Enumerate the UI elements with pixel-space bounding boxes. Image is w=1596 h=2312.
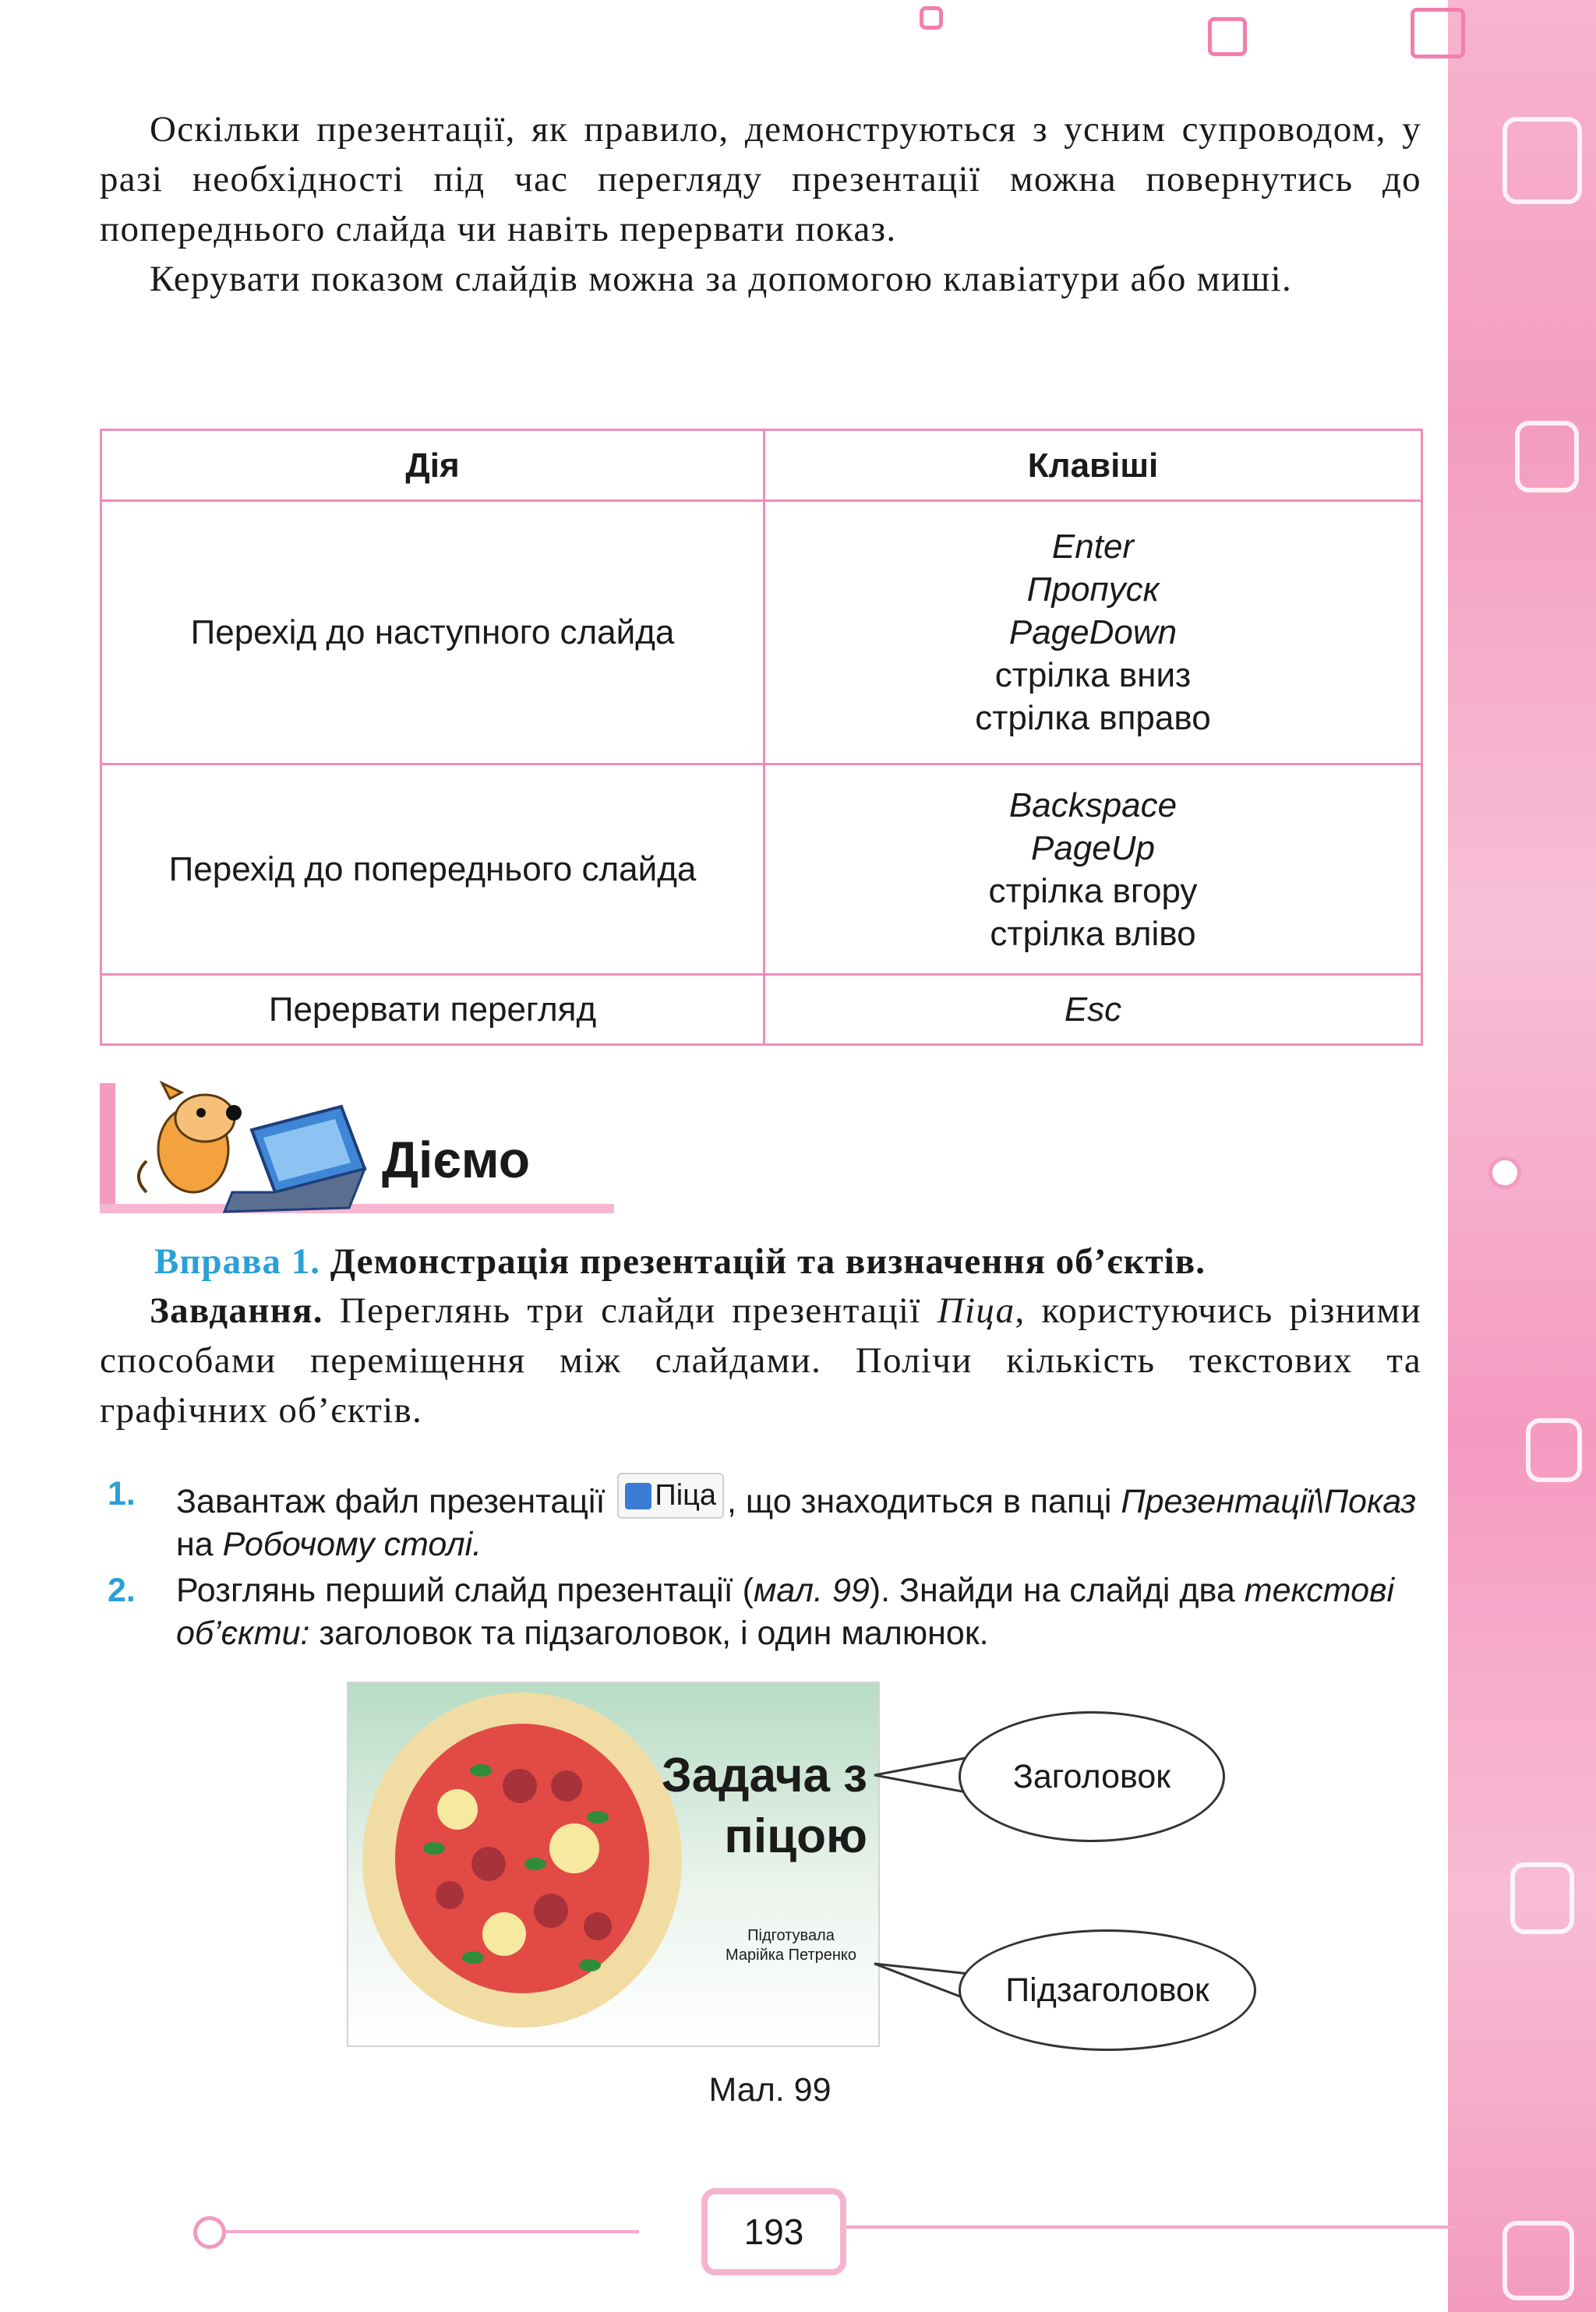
key-label: Enter (1051, 528, 1135, 566)
key-label: Backspace (1008, 785, 1178, 824)
file-name: Піца (655, 1479, 717, 1512)
key-label: стрілка вліво (990, 914, 1196, 953)
footer-line (218, 2230, 639, 2233)
key-label: стрілка вгору (988, 871, 1198, 910)
section-title: Діємо (382, 1131, 531, 1188)
callout-subtitle: Підзаголовок (959, 1929, 1256, 2051)
slide-title-line: піцою (724, 1809, 867, 1863)
task-text: , користуючись різними способами переміщення між слайдами. Полічи кількість текстових та графічних об’єктів. (100, 1290, 1421, 1431)
step-text: Розглянь перший слайд презентації ( (176, 1572, 754, 1609)
action-cell: Перехід до наступного слайда (101, 501, 764, 764)
column-header-action: Дія (101, 430, 764, 501)
footer-line (842, 2226, 1457, 2229)
slide-title-line: Задача з (661, 1749, 867, 1802)
footer-ring (193, 2216, 226, 2249)
figure-reference: мал. 99 (753, 1572, 870, 1609)
exercise-number: Вправа 1. (154, 1241, 320, 1282)
paragraph-text: Оскільки презентації, як правило, демонструються з усним супроводом, у разі необхідності під час перегляду презентації можна повернутись до попереднього слайда чи навіть перервати показ. (100, 109, 1421, 249)
step-number: 1. (108, 1475, 136, 1513)
step-text: заголовок та підзаголовок, і один малюнок. (319, 1615, 989, 1652)
page-number: 193 (701, 2188, 846, 2275)
step-text: , що знаходиться в папці (727, 1483, 1112, 1520)
figure-caption: Мал. 99 (708, 2071, 832, 2109)
folder-path: Презентації\Показ (1121, 1483, 1417, 1520)
slide-subtitle-line: Підготувала (747, 1927, 835, 1944)
callout-title: Заголовок (959, 1711, 1225, 1842)
key-label: Пропуск (1026, 570, 1160, 609)
side-ring (1488, 1156, 1521, 1189)
task-presentation-name: Піца (937, 1290, 1015, 1331)
task-label: Завдання. (150, 1290, 323, 1331)
step-text-italic: текстові об’єкти: (176, 1572, 1395, 1652)
step-text: на (176, 1526, 214, 1563)
step-number: 2. (108, 1572, 136, 1609)
action-cell: Перервати перегляд (101, 975, 764, 1045)
desktop-location: Робочому столі. (222, 1526, 482, 1563)
key-label: PageUp (1030, 828, 1155, 867)
key-label: стрілка вправо (975, 699, 1211, 737)
exercise-title: Демонстрація презентацій та визначення об’єктів. (330, 1241, 1206, 1282)
step-text: ). Знайди на слайді два (869, 1572, 1235, 1609)
key-label: Esc (1064, 990, 1122, 1029)
slide-subtitle-line: Марійка Петренко (726, 1947, 856, 1964)
task-text: Переглянь три слайди презентації (339, 1290, 921, 1331)
paragraph-text: Керувати показом слайдів можна за допомогою клавіатури або миші. (150, 259, 1293, 299)
column-header-keys: Клавіші (764, 430, 1422, 501)
step-text: Завантаж файл презентації (176, 1483, 606, 1520)
action-cell: Перехід до попереднього слайда (101, 764, 764, 975)
key-label: PageDown (1008, 613, 1178, 651)
key-label: стрілка вниз (994, 656, 1192, 694)
